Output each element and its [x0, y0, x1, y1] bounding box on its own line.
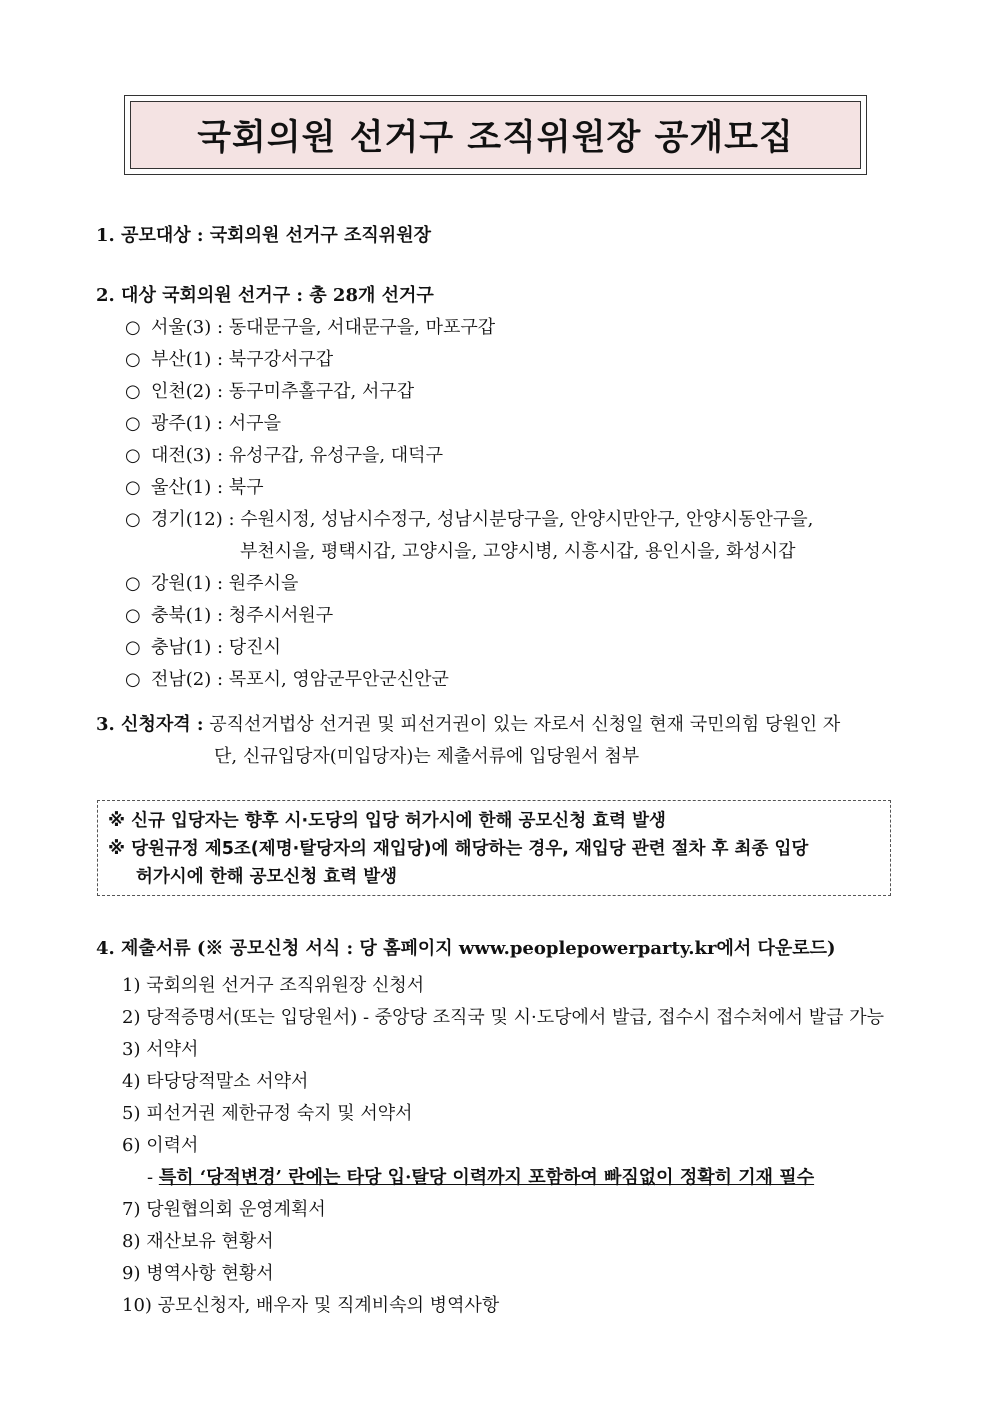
- region-label: 전남(2): [151, 669, 212, 690]
- district-list: 동구미추홀구갑, 서구갑: [228, 381, 415, 402]
- resume-note-text: 특히 ‘당적변경’ 란에는 타당 입·탈당 이력까지 포함하여 빠짐없이 정확히 기재 필수: [158, 1167, 815, 1188]
- bullet-icon: ○: [125, 413, 141, 434]
- district-list: 수원시정, 성남시수정구, 성남시분당구을, 안양시만안구, 안양시동안구을,: [240, 509, 814, 530]
- district-list: 원주시을: [228, 573, 299, 594]
- document-item: 6) 이력서: [122, 1135, 199, 1156]
- district-list: 북구강서구갑: [228, 349, 334, 370]
- district-item: ○ 인천(2) : 동구미추홀구갑, 서구갑: [125, 381, 415, 402]
- section3-line1: [96, 713, 840, 737]
- document-item: 8) 재산보유 현황서: [122, 1231, 274, 1252]
- notice-line: 허가시에 한해 공모신청 효력 발생: [136, 867, 398, 887]
- page-title: 국회의원 선거구 조직위원장 공개모집: [197, 118, 794, 158]
- document-item: 7) 당원협의회 운영계획서: [122, 1199, 326, 1220]
- section3-heading: 3. 신청자격 :: [96, 714, 204, 735]
- document-item: 2) 당적증명서(또는 입당원서) - 중앙당 조직국 및 시·도당에서 발급, 접수시 접수처에서 발급 가능: [122, 1007, 885, 1028]
- document-item: 3) 서약서: [122, 1039, 199, 1060]
- region-label: 울산(1): [151, 477, 212, 498]
- notice-line: ※ 당원규정 제5조(제명·탈당자의 재입당)에 해당하는 경우, 재입당 관련 절차 후 최종 입당: [108, 839, 809, 859]
- bullet-icon: ○: [125, 669, 141, 690]
- bullet-icon: ○: [125, 445, 141, 466]
- resume-note: [147, 1166, 814, 1190]
- district-item: ○ 충남(1) : 당진시: [125, 637, 281, 658]
- section3-line2: 단, 신규입당자(미입당자)는 제출서류에 입당원서 첨부: [214, 746, 640, 767]
- bullet-icon: ○: [125, 605, 141, 626]
- district-item: ○ 경기(12) : 수원시정, 성남시수정구, 성남시분당구을, 안양시만안구, 안양시동안구을,: [125, 509, 814, 530]
- bullet-icon: ○: [125, 573, 141, 594]
- district-item: ○ 전남(2) : 목포시, 영암군무안군신안군: [125, 669, 449, 690]
- region-label: 충북(1): [151, 605, 212, 626]
- notice-box: [97, 800, 891, 896]
- document-item: 5) 피선거권 제한규정 숙지 및 서약서: [122, 1103, 413, 1124]
- document-item: 10) 공모신청자, 배우자 및 직계비속의 병역사항: [122, 1295, 500, 1316]
- region-label: 충남(1): [151, 637, 212, 658]
- section4-heading: 4. 제출서류 (※ 공모신청 서식 : 당 홈페이지 www.peoplepowerparty.kr에서 다운로드): [96, 938, 836, 959]
- district-list: 목포시, 영암군무안군신안군: [228, 669, 449, 690]
- district-list: 유성구갑, 유성구을, 대덕구: [228, 445, 443, 466]
- district-item: ○ 충북(1) : 청주시서원구: [125, 605, 334, 626]
- notice-line: ※ 신규 입당자는 향후 시·도당의 입당 허가시에 한해 공모신청 효력 발생: [108, 811, 666, 831]
- bullet-icon: ○: [125, 477, 141, 498]
- region-label: 대전(3): [151, 445, 212, 466]
- bullet-icon: ○: [125, 637, 141, 658]
- district-item: ○ 서울(3) : 동대문구을, 서대문구을, 마포구갑: [125, 317, 496, 338]
- region-label: 경기(12): [151, 509, 223, 530]
- eligibility-text: 공직선거법상 선거권 및 피선거권이 있는 자로서 신청일 현재 국민의힘 당원인 자: [209, 714, 841, 735]
- document-item: 4) 타당당적말소 서약서: [122, 1071, 309, 1092]
- bullet-icon: ○: [125, 317, 141, 338]
- region-label: 부산(1): [151, 349, 212, 370]
- region-label: 강원(1): [151, 573, 212, 594]
- district-item: ○ 부산(1) : 북구강서구갑: [125, 349, 334, 370]
- bullet-icon: ○: [125, 509, 141, 530]
- bullet-icon: ○: [125, 381, 141, 402]
- district-list: 동대문구을, 서대문구을, 마포구갑: [228, 317, 496, 338]
- district-item: ○ 울산(1) : 북구: [125, 477, 264, 498]
- note-dash: -: [147, 1167, 159, 1188]
- bullet-icon: ○: [125, 349, 141, 370]
- district-list: 당진시: [228, 637, 281, 658]
- district-list-continued: 부천시을, 평택시갑, 고양시을, 고양시병, 시흥시갑, 용인시을, 화성시갑: [240, 541, 796, 562]
- district-item: ○ 광주(1) : 서구을: [125, 413, 281, 434]
- document-item: 9) 병역사항 현황서: [122, 1263, 274, 1284]
- district-list: 북구: [228, 477, 264, 498]
- district-item: ○ 대전(3) : 유성구갑, 유성구을, 대덕구: [125, 445, 443, 466]
- title-box: [124, 95, 867, 175]
- district-item: ○ 강원(1) : 원주시을: [125, 573, 299, 594]
- district-list: 청주시서원구: [228, 605, 334, 626]
- region-label: 서울(3): [151, 317, 212, 338]
- title-inner: [130, 101, 861, 169]
- region-label: 광주(1): [151, 413, 212, 434]
- section1-heading: 1. 공모대상 : 국회의원 선거구 조직위원장: [96, 225, 431, 246]
- document-item: 1) 국회의원 선거구 조직위원장 신청서: [122, 975, 425, 996]
- section2-heading: 2. 대상 국회의원 선거구 : 총 28개 선거구: [96, 285, 434, 306]
- district-list: 서구을: [228, 413, 281, 434]
- region-label: 인천(2): [151, 381, 212, 402]
